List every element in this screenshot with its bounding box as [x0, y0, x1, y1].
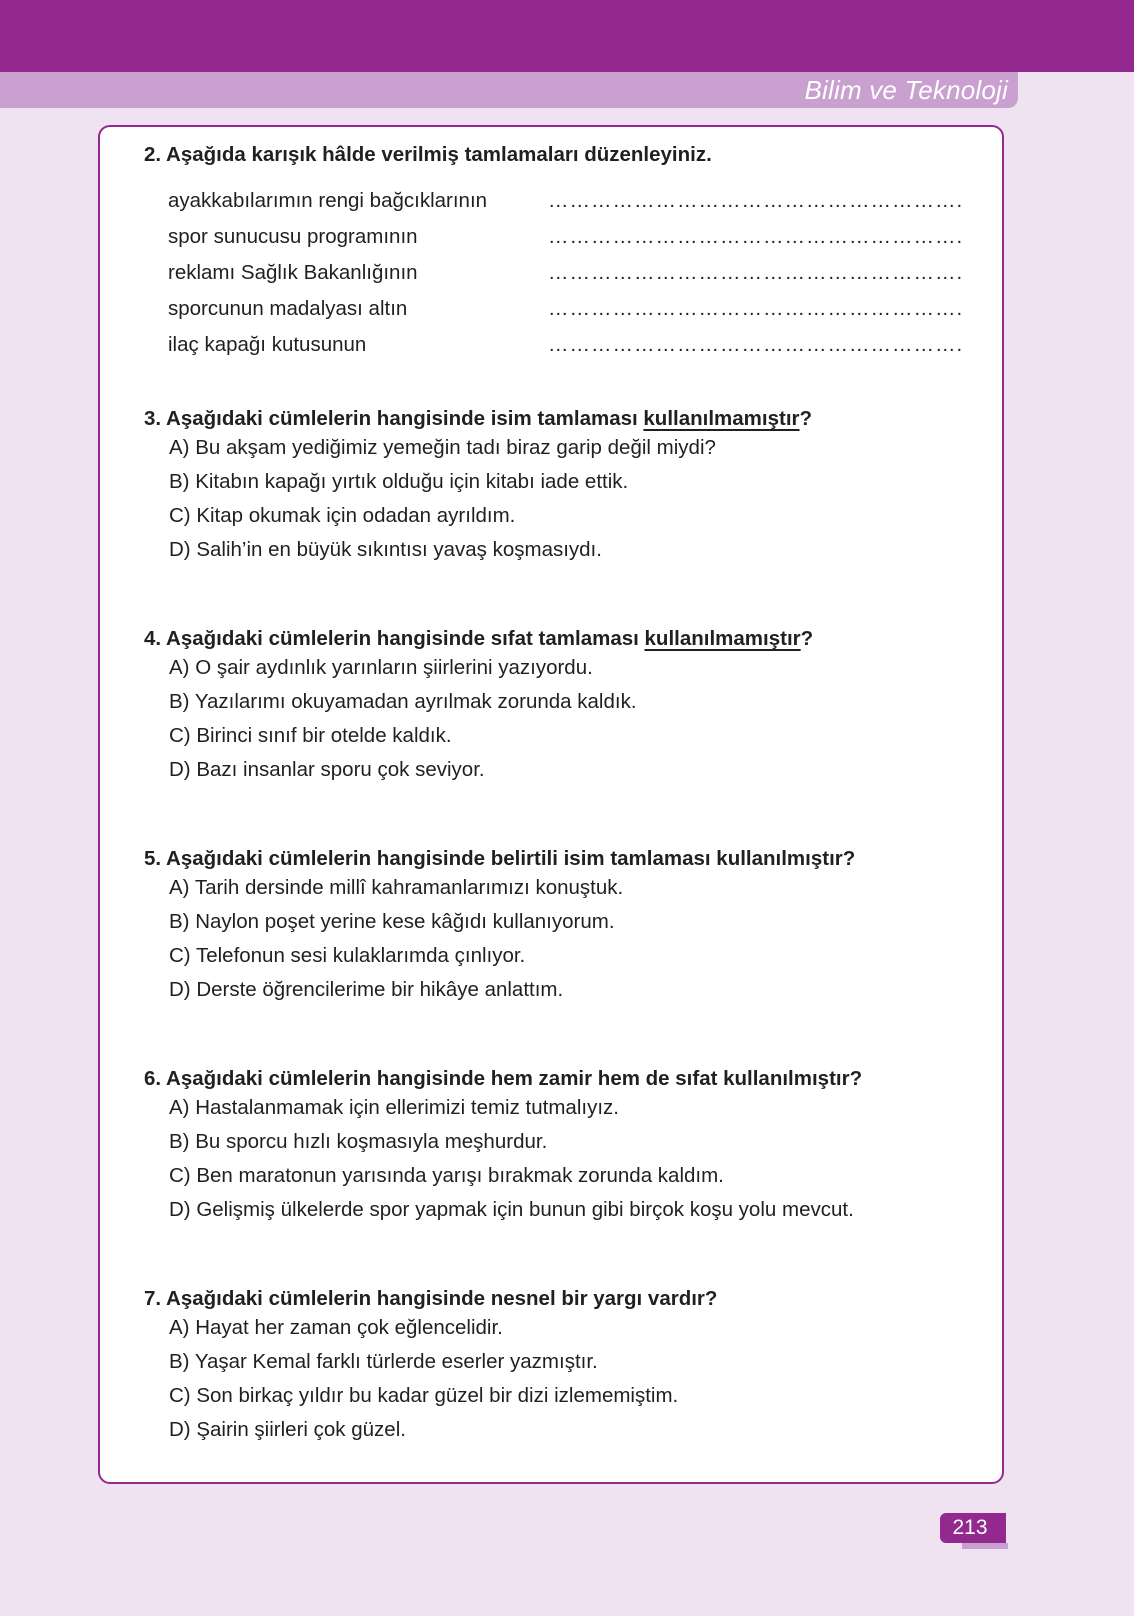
- phrase-row: [168, 291, 963, 327]
- answer-line: ………………………………………………….: [548, 333, 964, 356]
- option-a: A) O şair aydınlık yarınların şiirlerini yazıyordu.: [169, 656, 593, 679]
- option-c: C) Ben maratonun yarısında yarışı bırakmak zorunda kaldım.: [169, 1164, 724, 1187]
- option-d: D) Gelişmiş ülkelerde spor yapmak için bunun gibi birçok koşu yolu mevcut.: [169, 1198, 854, 1221]
- question-2: [144, 143, 963, 363]
- phrase-text: ilaç kapağı kutusunun: [168, 333, 367, 356]
- answer-line: ………………………………………………….: [548, 297, 964, 320]
- question-mark: ?: [800, 627, 814, 650]
- option-c: C) Telefonun sesi kulaklarımda çınlıyor.: [169, 944, 526, 967]
- question-7: [144, 1287, 717, 1447]
- phrase-text: ayakkabılarımın rengi bağcıklarının: [168, 189, 488, 212]
- option-b: B) Kitabın kapağı yırtık olduğu için kitabı iade ettik.: [169, 470, 629, 493]
- question-4-title: [144, 627, 813, 651]
- underlined-word: kullanılmamıştır: [644, 627, 801, 650]
- section-title: Bilim ve Teknoloji: [804, 75, 1008, 105]
- question-6-title: 6. Aşağıdaki cümlelerin hangisinde hem zamir hem de sıfat kullanılmıştır?: [144, 1067, 863, 1090]
- header-band: [0, 0, 1134, 72]
- option-c: C) Kitap okumak için odadan ayrıldım.: [169, 504, 516, 527]
- question-3: [144, 407, 812, 567]
- phrase-text: reklamı Sağlık Bakanlığının: [168, 261, 418, 284]
- question-7-title: 7. Aşağıdaki cümlelerin hangisinde nesnel bir yargı vardır?: [144, 1287, 718, 1310]
- question-2-title: 2. Aşağıda karışık hâlde verilmiş tamlamaları düzenleyiniz.: [144, 143, 712, 166]
- option-b: B) Bu sporcu hızlı koşmasıyla meşhurdur.: [169, 1130, 548, 1153]
- phrase-text: sporcunun madalyası altın: [168, 297, 408, 320]
- answer-line: ………………………………………………….: [548, 225, 964, 248]
- question-3-title-text: 3. Aşağıdaki cümlelerin hangisinde isim tamlaması: [144, 407, 644, 430]
- question-4-title-text: 4. Aşağıdaki cümlelerin hangisinde sıfat tamlaması: [144, 627, 645, 650]
- question-mark: ?: [799, 407, 813, 430]
- phrase-text: spor sunucusu programının: [168, 225, 418, 248]
- question-6: [144, 1067, 862, 1227]
- question-4: [144, 627, 813, 787]
- option-b: B) Yazılarımı okuyamadan ayrılmak zorunda kaldık.: [169, 690, 637, 713]
- answer-line: ………………………………………………….: [548, 189, 964, 212]
- phrase-row: [168, 327, 963, 363]
- question-5-title: 5. Aşağıdaki cümlelerin hangisinde belirtili isim tamlaması kullanılmıştır?: [144, 847, 856, 870]
- phrase-row: [168, 255, 963, 291]
- option-a: A) Bu akşam yediğimiz yemeğin tadı biraz garip değil miydi?: [169, 436, 716, 459]
- option-b: B) Naylon poşet yerine kese kâğıdı kullanıyorum.: [169, 910, 615, 933]
- option-d: D) Şairin şiirleri çok güzel.: [169, 1418, 406, 1441]
- option-b: B) Yaşar Kemal farklı türlerde eserler yazmıştır.: [169, 1350, 598, 1373]
- underlined-word: kullanılmamıştır: [643, 407, 800, 430]
- option-c: C) Son birkaç yıldır bu kadar güzel bir dizi izlememiştim.: [169, 1384, 679, 1407]
- question-3-title: [144, 407, 812, 431]
- option-a: A) Hayat her zaman çok eğlencelidir.: [169, 1316, 503, 1339]
- answer-line: ………………………………………………….: [548, 261, 964, 284]
- question-5: [144, 847, 855, 1007]
- option-a: A) Hastalanmamak için ellerimizi temiz tutmalıyız.: [169, 1096, 619, 1119]
- option-d: D) Derste öğrencilerime bir hikâye anlattım.: [169, 978, 564, 1001]
- option-c: C) Birinci sınıf bir otelde kaldık.: [169, 724, 452, 747]
- option-d: D) Salih’in en büyük sıkıntısı yavaş koşmasıydı.: [169, 538, 602, 561]
- option-d: D) Bazı insanlar sporu çok seviyor.: [169, 758, 485, 781]
- option-a: A) Tarih dersinde millî kahramanlarımızı konuştuk.: [169, 876, 624, 899]
- page-tab-shadow: [962, 1543, 1008, 1549]
- phrase-row: [168, 219, 963, 255]
- phrase-row: [168, 183, 963, 219]
- page-number: 213: [952, 1516, 988, 1539]
- question-card: [98, 125, 1004, 1484]
